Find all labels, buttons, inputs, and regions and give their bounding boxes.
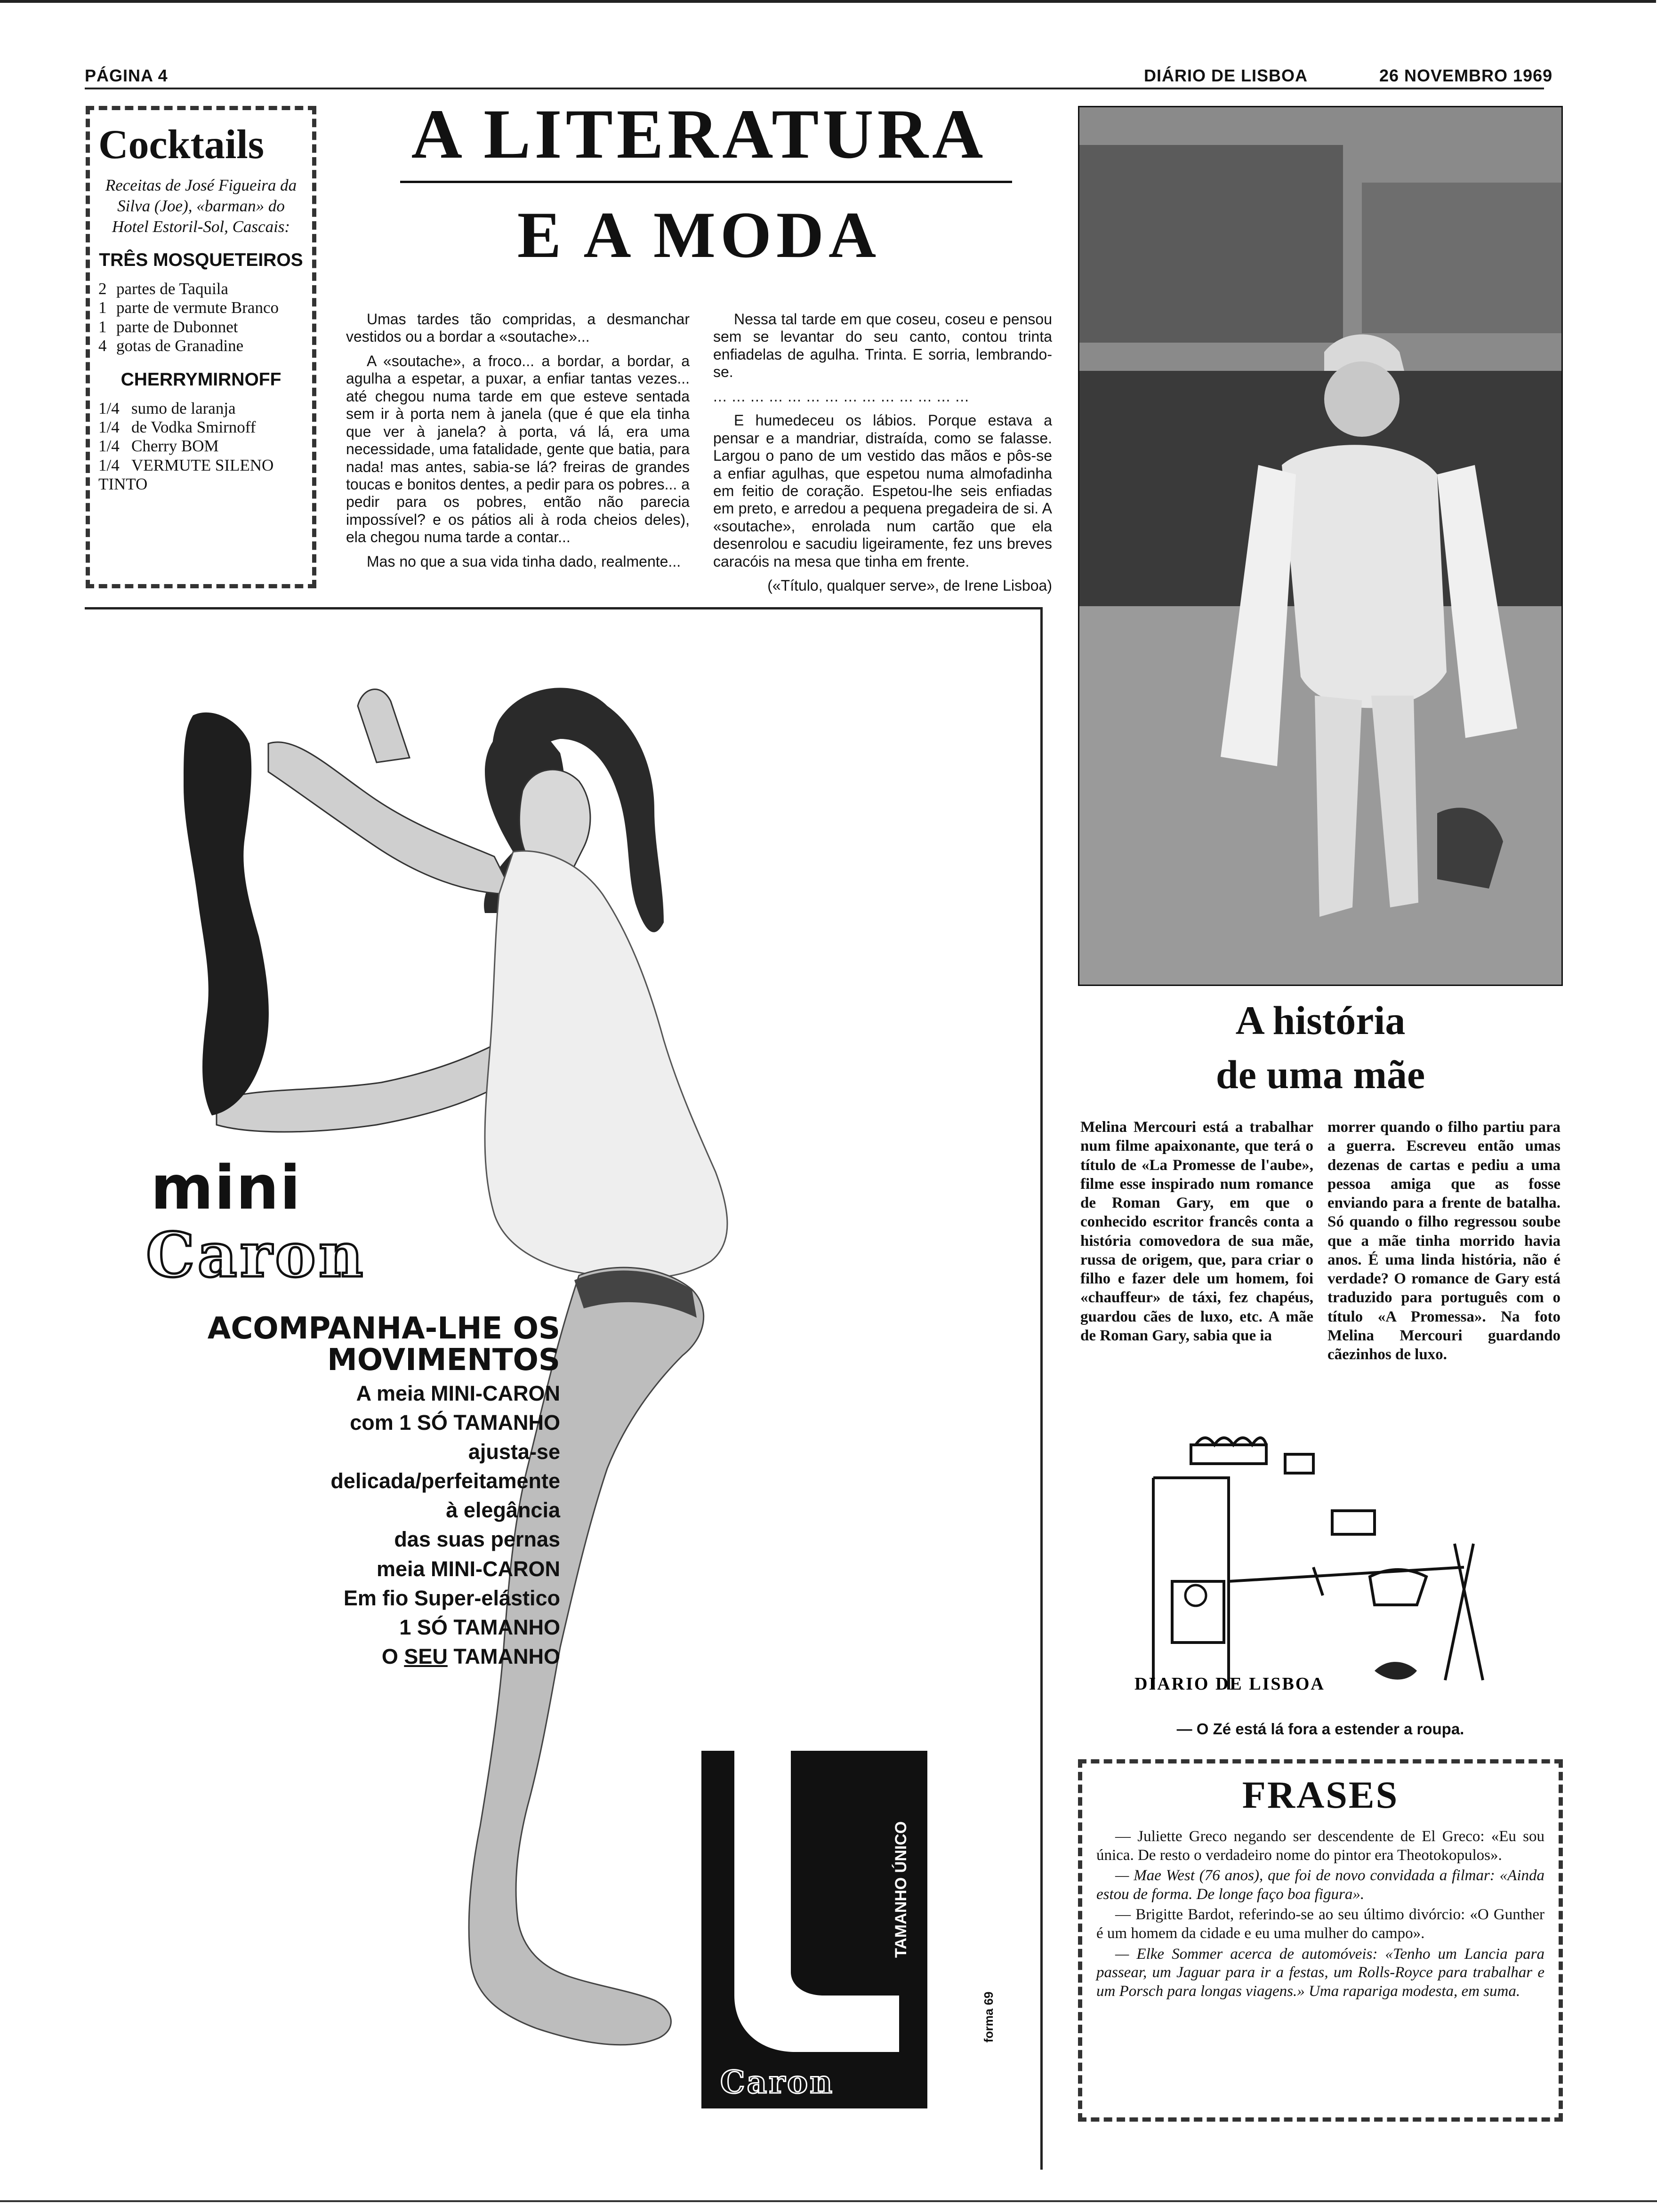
ad-copy-line: à elegância <box>446 1498 560 1523</box>
newspaper-name: DIÁRIO DE LISBOA <box>1144 66 1308 85</box>
page-bottom-rule <box>0 2200 1657 2202</box>
historia-column-1: Melina Mercouri está a trabalhar num filme apaixonante, que terá o título de «La Promesse de l'aube», filme esse inspirado num romance de Roman Gary, em que o conhecido escritor francês conta a história comovedora de sua mãe, russa de origem, que, para criar o filho e fazer dele um homem, foi «chauffeur» de táxi, fez chapéus, guardou cães de luxo, etc. A mãe de Roman Gary, sabia que ia <box>1080 1119 1313 1344</box>
frase-item: — Juliette Greco negando ser descendente de El Greco: «Eu sou única. De resto o verdadeiro nome do pintor era Theotokopulos». <box>1096 1828 1544 1864</box>
recipe-ingredient: Cherry BOM <box>131 437 219 456</box>
recipe-name: TRÊS MOSQUETEIROS <box>99 250 303 271</box>
ad-copy-line: A meia MINI-CARON <box>356 1381 560 1405</box>
ad-copy-line: Em fio Super-elástico <box>343 1586 560 1610</box>
article-paragraph: Umas tardes tão compridas, a desmanchar vestidos ou a bordar a «soutache»... <box>346 311 690 345</box>
cocktails-box <box>86 106 316 588</box>
issue-date: 26 NOVEMBRO 1969 <box>1379 66 1553 85</box>
ad-tagline: ACOMPANHA-LHE OS MOVIMENTOS <box>207 1311 560 1378</box>
ad-copy-last-post: TAMANHO <box>447 1644 560 1668</box>
recipe-ingredient: sumo de laranja <box>131 399 236 417</box>
recipe-ingredient: gotas de Granadine <box>116 336 244 355</box>
recipe-line <box>98 399 304 418</box>
frase-item: — Elke Sommer acerca de automóveis: «Tenho um Lancia para passear, um Jaguar para ir a festas, um Rolls-Royce para trabalhar e um Porsch para longas viagens.» Uma rapariga modesta, em suma. <box>1096 1945 1544 2000</box>
page-number: PÁGINA 4 <box>85 66 168 85</box>
ad-copy-line: delicada/perfeitamente <box>330 1469 560 1493</box>
recipe-line <box>98 298 304 317</box>
article-column-2 <box>713 311 1052 601</box>
recipe-qty: 2 <box>98 280 107 298</box>
historia-title-1: A história <box>1235 998 1406 1043</box>
package-mini: mini <box>813 2010 870 2052</box>
recipe-ingredient: parte de vermute Branco <box>116 298 279 317</box>
frases-title: FRASES <box>1242 1773 1399 1816</box>
recipe-qty: 1/4 <box>98 437 120 456</box>
recipe-line <box>98 318 304 337</box>
ad-copy-line: 1 SÓ TAMANHO <box>399 1615 560 1639</box>
ad-copy-last-underlined: SEU <box>404 1644 448 1668</box>
package-vertical-text: TAMANHO ÚNICO <box>892 1821 910 1958</box>
cartoon-drawing <box>1125 1426 1511 1718</box>
ad-copy-last-pre: O <box>381 1644 404 1668</box>
article-paragraph: Nessa tal tarde em que coseu, coseu e pensou sem se levantar do seu canto, contou trinta enfiadelas de agulha. Trinta. E sorria, lembrando-se. <box>713 311 1052 381</box>
recipe-ingredient: de Vodka Smirnoff <box>131 418 256 437</box>
article-source: («Título, qualquer serve», de Irene Lisboa) <box>767 577 1052 594</box>
ad-copy-line: meia MINI-CARON <box>376 1556 560 1581</box>
recipe-line <box>98 456 304 494</box>
recipe-qty: 1 <box>98 317 107 336</box>
recipe-ingredient: VERMUTE SILENO TINTO <box>98 456 274 493</box>
ad-copy-line: das suas pernas <box>394 1527 560 1552</box>
cartoon-caption: — O Zé está lá fora a estender a roupa. <box>1176 1720 1464 1738</box>
package-caron: Caron <box>720 2064 835 2100</box>
cocktails-title: Cocktails <box>98 122 264 168</box>
recipe-line <box>98 437 304 456</box>
article-column-1 <box>346 311 690 577</box>
cartoon-sign: DIARIO DE LISBOA <box>1134 1674 1325 1694</box>
recipe-qty: 4 <box>98 336 107 355</box>
ad-product-package <box>701 1751 927 2108</box>
recipe-qty: 1/4 <box>98 399 120 417</box>
ad-copy-line <box>226 1642 560 1671</box>
ad-copy-line: com 1 SÓ TAMANHO <box>350 1411 560 1435</box>
ad-brand-caron: Caron <box>146 1219 366 1291</box>
frases-list <box>1096 1827 1544 2001</box>
historia-column-2: morrer quando o filho partiu para a guerra. Escreveu então umas dezenas de cartas e pediu a uma pessoa amiga que as fosse enviando para a frente de batalha. Só quando o filho regressou soube que a mãe tinha morrido havia anos. É uma linda história, não é verdade? O romance de Gary está traduzido para português com o título «A Promessa». Na foto Melina Mercouri guardando cãezinhos de luxo. <box>1327 1119 1560 1363</box>
recipe-qty: 1 <box>98 298 107 317</box>
frase-item: — Brigitte Bardot, referindo-se ao seu último divórcio: «O Gunther é um homem da cidade e eu uma mulher do campo». <box>1096 1906 1544 1942</box>
headline-rule <box>400 181 1012 183</box>
ad-brand-mini: mini <box>151 1153 302 1223</box>
cocktails-intro: Receitas de José Figueira da Silva (Joe), «barman» do Hotel Estoril-Sol, Cascais: <box>105 176 297 236</box>
recipe-ingredient: partes de Taquila <box>116 280 228 298</box>
recipe-line <box>98 280 304 298</box>
recipe-ingredient: parte de Dubonnet <box>116 317 238 336</box>
recipe-name: CHERRYMIRNOFF <box>121 369 282 390</box>
photo-image <box>1079 107 1561 985</box>
ad-copy <box>226 1379 560 1671</box>
article-paragraph: A «soutache», a froco... a bordar, a bordar, a agulha a espetar, a puxar, a enfiar tantas vezes... até chegou numa tarde em que esteve sentada sem ir à porta nem à janela (que é que ela tinha que ver à janela? à porta, vá lá, era uma necessidade, uma fatalidade, gente que batia, para nada! mas antes, sabia-se lá? freiras de grandes toucas e bonitos dentes, a pedir para os pobres... a pedir para os pobres, então não parecia impossível? e os pátios ali à roda cheios deles), ela chegou numa tarde a contar... <box>346 352 690 546</box>
frases-box <box>1078 1759 1563 2122</box>
recipe-qty: 1/4 <box>98 418 120 437</box>
article-paragraph: E humedeceu os lábios. Porque estava a pensar e a mandriar, distraída, como se falasse. Largou o pano de um vestido das mãos e pôs-se a enfiar agulhas, que espetou numa almofadinha em feitio de coração. Espetou-lhe seis enfiadas em preto, e arredou a pequena pregadeira de si. A «soutache», enrolada num cartão que ela desenrolou e sacudiu ligeiramente, fez uns breves caracóis na mesa que tinha em frente. <box>713 412 1052 570</box>
frase-item: — Mae West (76 anos), que foi de novo convidada a filmar: «Ainda estou de forma. De longe faço boa figura». <box>1096 1867 1544 1903</box>
recipe-line <box>98 337 304 355</box>
recipe-qty: 1/4 <box>98 456 120 474</box>
article-ellipsis: ... ... ... ... ... ... ... ... ... ... ... ... ... ... <box>713 387 969 405</box>
melina-photo <box>1078 106 1563 986</box>
ad-copy-line: ajusta-se <box>468 1440 560 1464</box>
headline-line-1: A LITERATURA <box>411 95 987 173</box>
recipe-line <box>98 418 304 437</box>
header-rule <box>85 88 1544 89</box>
ad-agency-credit: forma 69 <box>981 1991 996 2043</box>
headline-line-2: E A MODA <box>517 199 881 272</box>
historia-title-2: de uma mãe <box>1215 1052 1425 1097</box>
article-paragraph: Mas no que a sua vida tinha dado, realmente... <box>367 553 681 570</box>
